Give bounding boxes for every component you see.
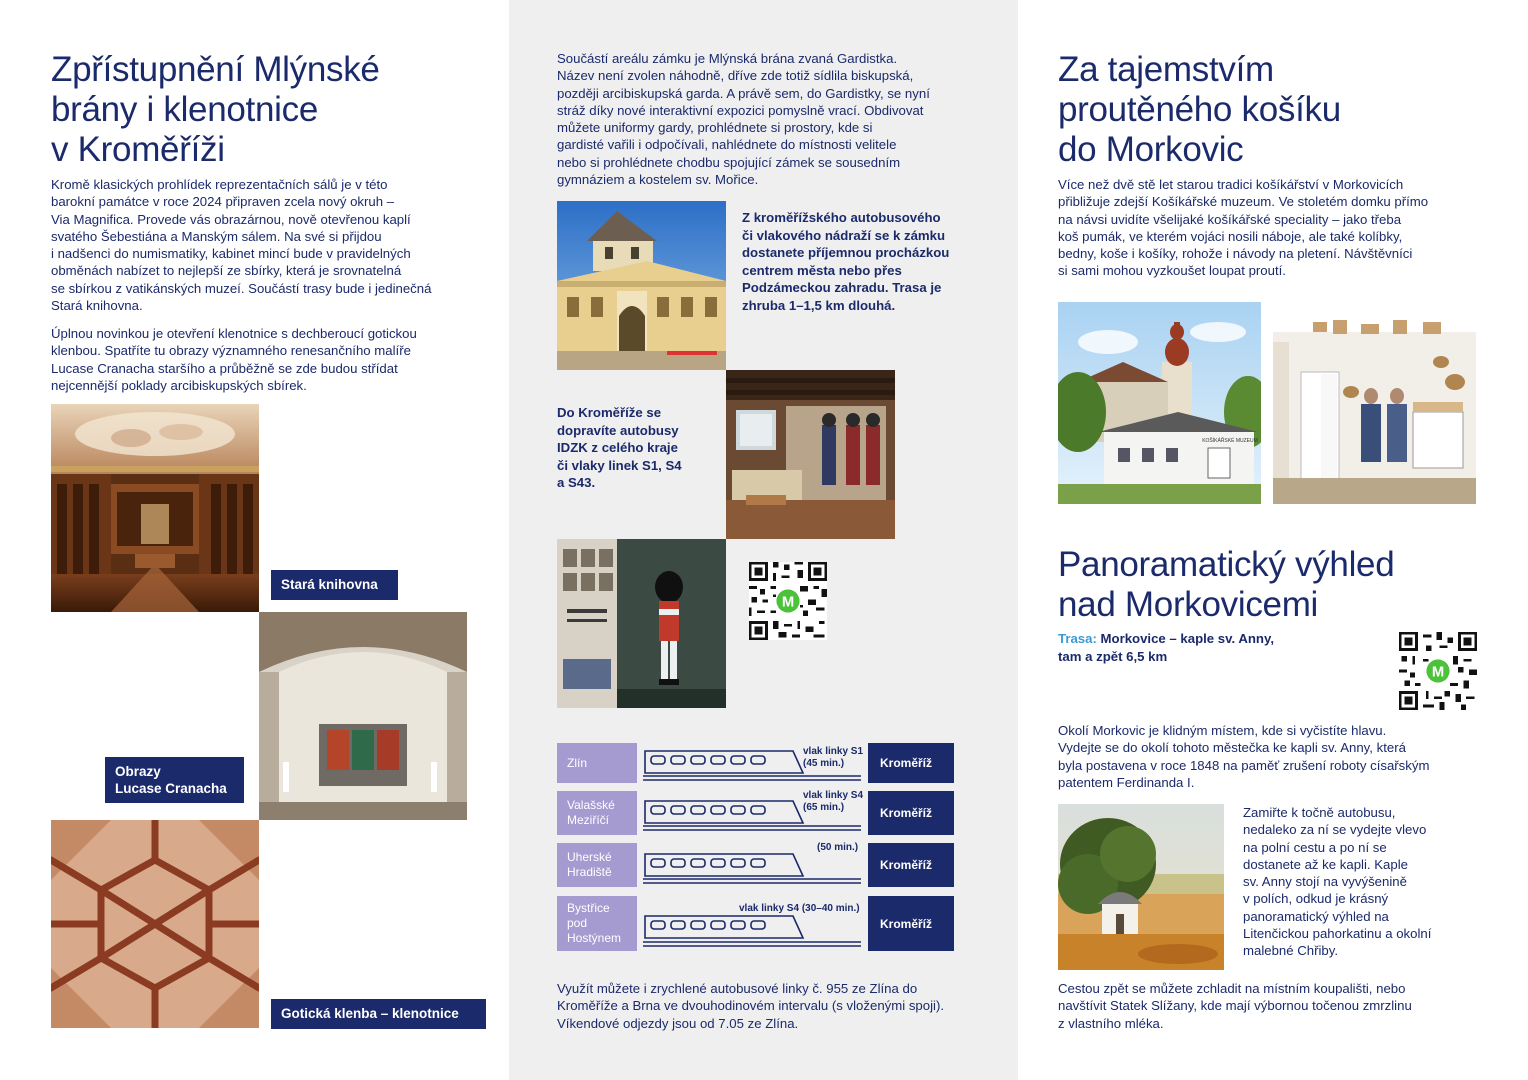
text-line: Kroměříže a Brna ve dvouhodinovém intervalu (s vloženými spoji). — [557, 998, 945, 1014]
text-line: Úplnou novinkou je otevření klenotnice s dechberoucí gotickou — [51, 326, 417, 341]
route-from-text: Zlín — [567, 755, 588, 770]
library-photo — [51, 404, 259, 612]
text-line: z vlastního mléka. — [1058, 1015, 1164, 1031]
text-line: Kromě klasických prohlídek reprezentačních sálů je v této — [51, 177, 388, 192]
route-from-text: pod — [567, 916, 588, 930]
trasa-label: Trasa: — [1058, 631, 1097, 646]
route-from-text: Hradiště — [567, 865, 612, 879]
svg-text:M: M — [781, 594, 795, 611]
route-note-line: vlak linky S1 — [803, 746, 864, 757]
caption-goticka-klenba — [271, 999, 486, 1029]
caption-text: Gotická klenba – klenotnice — [281, 1006, 459, 1021]
route-note-line: (45 min.) — [803, 758, 845, 769]
bus-lines-paragraph — [557, 980, 1007, 1032]
text-line: v polích, odkud je krásný — [1243, 891, 1389, 907]
text-line: i nadšenci do numismatiky, kabinet mincí bude v pravidelných — [51, 246, 411, 262]
text-line: nejcennější poklady arcibiskupských sbírek. — [51, 377, 307, 393]
text-line: zhruba 1–1,5 km dlouhá. — [742, 297, 896, 313]
train-icon — [643, 846, 863, 886]
text-line: Název není zvolen náhodně, dříve zde totiž sídlila biskupská, — [557, 68, 914, 84]
left-title-line: v Kroměříži — [51, 130, 225, 169]
title-line: proutěného košíku — [1058, 90, 1341, 129]
text-line: Litenčickou pahorkatinu a okolní — [1243, 926, 1432, 942]
caption-text: Stará knihovna — [281, 577, 378, 592]
text-line: či vlakového nádraží se k zámku — [742, 227, 946, 243]
trasa-line: tam a zpět 6,5 km — [1058, 648, 1168, 664]
left-title-line: Zpřístupnění Mlýnské — [51, 50, 380, 89]
gothic-vault-photo — [51, 820, 259, 1028]
text-line: gardisté vařili i odpočívali, nahlédnete do místnosti velitele — [557, 137, 897, 153]
route-to-text: Kroměříž — [880, 858, 933, 872]
title-line: nad Morkovicemi — [1058, 585, 1319, 624]
text-line: IDZK z celého kraje — [557, 440, 678, 455]
text-line: nebo si prohlédnete chodbu spojující zámek se sousedním — [557, 154, 901, 170]
route-from-text: Bystřice — [567, 901, 610, 915]
caption-obrazy-cranacha — [105, 757, 244, 803]
title-line: Panoramatický výhled — [1058, 545, 1395, 584]
right-title-1 — [1058, 50, 1341, 170]
route-to-text: Kroměříž — [880, 756, 933, 770]
route-to-kromeriz — [868, 791, 954, 835]
return-paragraph — [1058, 980, 1518, 1032]
transport-info — [557, 404, 717, 492]
text-line: gymnáziem a kostelem sv. Mořice. — [557, 172, 759, 188]
text-line: Součástí areálu zámku je Mlýnská brána zvaná Gardistka. — [557, 51, 898, 66]
caption-stara-knihovna — [271, 570, 398, 600]
route-from-text: Valašské — [567, 798, 615, 812]
text-line: navštívit Statek Slížany, kde mají výbornou točenou zmrzlinu — [1058, 998, 1412, 1014]
caption-text: Obrazy — [115, 764, 161, 779]
text-line: svatého Šebestiána a Manským sálem. Na své si přijdou — [51, 228, 382, 244]
museum-sign: KOŠÍKÁŘSKÉ MUZEUM — [1202, 438, 1258, 444]
text-line: na návsi uvidíte všelijaké košíkářské speciality – jako třeba — [1058, 211, 1402, 227]
text-line: bedny, koše i košíky, rohože i návody na pletení. Návštěvníci — [1058, 246, 1413, 262]
route-from-zlin — [557, 743, 637, 783]
text-line: Víkendové odjezdy jsou od 7.05 ze Zlína. — [557, 1015, 799, 1031]
chapel-paragraph — [1243, 804, 1523, 960]
title-line: Za tajemstvím — [1058, 50, 1274, 89]
route-to-kromeriz — [868, 896, 954, 951]
left-column — [0, 0, 509, 1080]
svg-text:M: M — [1431, 664, 1445, 681]
text-line: Stará knihovna. — [51, 298, 143, 314]
text-line: a S43. — [557, 475, 596, 490]
text-line: přibližuje zdejší Košíkářské muzeum. Ve stoletém domku přímo — [1058, 194, 1429, 210]
trasa-line: Morkovice – kaple sv. Anny, — [1100, 631, 1274, 646]
walk-info — [742, 209, 992, 314]
text-line: obměnách nabízet to nejlepší ze sbírky, která je srovnatelná — [51, 263, 402, 279]
museum-interior-photo — [1273, 302, 1476, 504]
text-line: Okolí Morkovic je klidným místem, kde si vyčistíte hlavu. — [1058, 723, 1387, 738]
left-paragraph-2 — [51, 325, 501, 394]
route-note-line: (50 min.) — [817, 842, 859, 853]
text-line: Lucase Cranacha staršího a průběžně se zde budou střídat — [51, 360, 398, 376]
text-line: centrem města nebo přes — [742, 262, 902, 278]
caption-text: Lucase Cranacha — [115, 781, 227, 796]
route-from-text: Meziříčí — [567, 813, 609, 827]
left-title-line: brány i klenotnice — [51, 90, 318, 129]
left-title — [51, 50, 380, 170]
morkovice-paragraph — [1058, 722, 1518, 791]
route-from-text: Hostýnem — [567, 931, 622, 945]
exhibit-guard-photo — [557, 539, 726, 708]
qr-code-icon[interactable] — [1399, 632, 1477, 710]
text-line: Vydejte se do okolí tohoto městečka ke kapli sv. Anny, která — [1058, 740, 1406, 756]
chapel-photo — [1058, 804, 1224, 970]
cranach-hall-photo — [259, 612, 467, 820]
title-line: do Morkovic — [1058, 130, 1244, 169]
text-line: se sbírkou z vatikánských muzeí. Součástí trasy bude i jedinečná — [51, 280, 432, 296]
route-from-bystrice-pod-hostynem — [557, 896, 637, 951]
guard-room-photo — [726, 370, 895, 539]
text-line: byla postavena v roce 1848 na paměť zrušení roboty císařským — [1058, 757, 1430, 773]
church-museum-photo — [1058, 302, 1261, 504]
text-line: Využít můžete i zrychlené autobusové linky č. 955 ze Zlína do — [557, 981, 918, 996]
text-line: stráž díky nové interaktivní expozici pomyslně vrací. Obdivovat — [557, 102, 924, 118]
text-line: malebné Chřiby. — [1243, 943, 1339, 959]
right-title-2 — [1058, 545, 1394, 625]
qr-code-icon[interactable] — [749, 562, 827, 640]
route-note-line: vlak linky S4 — [803, 790, 864, 801]
text-line: sv. Anny stojí na vyvýšenině — [1243, 874, 1407, 890]
text-line: Z kroměřížského autobusového — [742, 210, 941, 225]
trasa-info — [1058, 630, 1358, 665]
route-to-kromeriz — [868, 843, 954, 887]
route-note-line: (65 min.) — [803, 802, 845, 813]
route-note-line: vlak linky S4 (30–40 min.) — [739, 903, 860, 914]
gate-building-photo — [557, 201, 726, 370]
train-icon — [643, 743, 863, 783]
text-line: Zamiřte k točně autobusu, — [1243, 805, 1396, 820]
text-line: dostanete až ke kapli. Kaple — [1243, 856, 1408, 872]
text-line: Cestou zpět se můžete zchladit na místním koupališti, nebo — [1058, 981, 1406, 996]
text-line: si sami mohou vyzkoušet loupat proutí. — [1058, 263, 1286, 279]
text-line: později arcibiskupská garda. A právě sem, do Gardistky, se nyní — [557, 85, 930, 101]
text-line: dostanete příjemnou procházkou — [742, 245, 950, 260]
route-to-text: Kroměříž — [880, 916, 933, 931]
text-line: dopravíte autobusy — [557, 422, 679, 438]
text-line: můžete uniformy gardy, prohlédnete si prostory, kde si — [557, 120, 873, 136]
text-line: Více než dvě stě let starou tradici košíkářství v Morkovicích — [1058, 177, 1404, 192]
middle-column — [509, 0, 1018, 1080]
train-icon — [643, 908, 863, 950]
route-from-valasske-mezirici — [557, 791, 637, 835]
left-paragraph-1 — [51, 176, 501, 314]
route-to-text: Kroměříž — [880, 806, 933, 820]
text-line: na polní cestu a po ní se — [1243, 839, 1387, 855]
text-line: panoramatický výhled na — [1243, 908, 1389, 924]
route-from-text: Uherské — [567, 850, 612, 864]
text-line: či vlaky linek S1, S4 — [557, 457, 682, 473]
text-line: koš pumák, ve kterém vojáci nosili náboje, ale také kolíbky, — [1058, 228, 1403, 244]
text-line: Via Magnifica. Provede vás obrazárnou, nově otevřenou kaplí — [51, 211, 411, 227]
text-line: barokní památce v roce 2024 připraven zcela nový okruh – — [51, 194, 395, 210]
gardistka-paragraph — [557, 50, 997, 188]
text-line: klenbou. Spatříte tu obrazy významného renesančního malíře — [51, 343, 411, 359]
text-line: Do Kroměříže se — [557, 405, 662, 420]
text-line: nedaleko za ní se vydejte vlevo — [1243, 822, 1427, 838]
basket-paragraph — [1058, 176, 1518, 280]
train-icon — [643, 793, 863, 833]
route-to-kromeriz — [868, 743, 954, 783]
text-line: patentem Ferdinanda I. — [1058, 774, 1195, 790]
right-column — [1018, 0, 1528, 1080]
route-from-uherske-hradiste — [557, 843, 637, 887]
text-line: Podzámeckou zahradu. Trasa je — [742, 280, 942, 295]
